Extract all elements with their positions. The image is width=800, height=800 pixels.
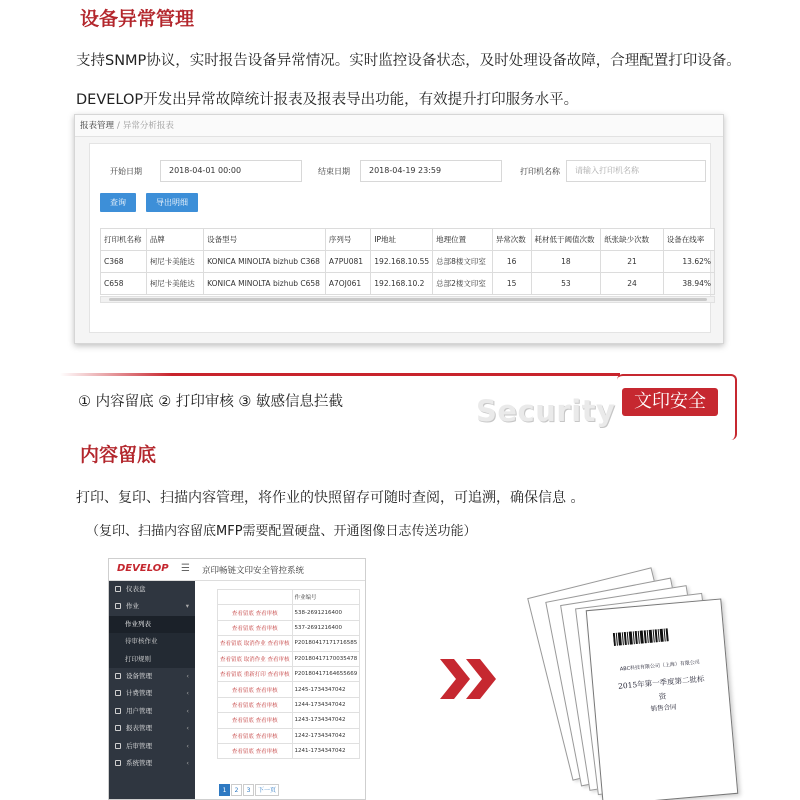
column-header[interactable]: 设备型号 [204, 229, 326, 251]
next-page-button[interactable]: 下一页 [255, 784, 279, 796]
section-title-device-exception: 设备异常管理 [80, 8, 195, 30]
system-icon [115, 760, 121, 766]
sidebar-item-label: 设备管理 [126, 671, 152, 680]
sidebar-subitem-job-list[interactable]: 作业列表 [109, 616, 195, 633]
chevron-left-icon: ‹ [186, 758, 189, 767]
sidebar-subitem-pending-jobs[interactable]: 待审核作业 [109, 633, 195, 650]
security-badge: 文印安全 [622, 388, 718, 416]
retention-note: （复印、扫描内容留底MFP需要配置硬盘、开通图像日志传送功能） [86, 524, 477, 539]
job-id: 537-2691216400 [292, 620, 360, 635]
column-header[interactable]: 作业编号 [292, 590, 360, 605]
security-watermark: Security [476, 394, 616, 428]
sidebar-item-jobs[interactable] [109, 598, 195, 615]
document-organization: ABC科技有限公司（上海）有限公司 [619, 659, 701, 673]
job-id: 538-2691216400 [292, 605, 360, 620]
sidebar-item-system[interactable] [109, 755, 195, 772]
table-cell: 15 [492, 273, 531, 295]
report-card [89, 143, 711, 333]
start-date-input[interactable]: 2018-04-01 00:00 [160, 160, 302, 182]
job-id: 1244-1734347042 [292, 697, 360, 712]
table-cell: A7PU081 [325, 251, 370, 273]
retention-paragraph: 打印、复印、扫描内容管理，将作业的快照留存可随时查阅，可追溯，确保信息 。 [76, 490, 585, 506]
job-actions[interactable]: 查看留底 查看审核 [218, 682, 293, 697]
table-cell: 53 [531, 273, 601, 295]
sidebar-item-label: 系统管理 [126, 758, 152, 767]
sidebar-item-users[interactable] [109, 703, 195, 720]
dashboard-icon [115, 586, 121, 592]
query-button[interactable]: 查询 [100, 193, 136, 212]
job-list-table [217, 589, 360, 759]
table-cell: KONICA MINOLTA bizhub C658 [204, 273, 326, 295]
job-actions[interactable]: 查看留底 查看审核 [218, 605, 293, 620]
chevron-left-icon: ‹ [186, 706, 189, 715]
sidebar-subitem-print-rules[interactable]: 打印规则 [109, 651, 195, 668]
job-actions[interactable]: 查看留底 重新打印 查看审核 [218, 666, 293, 681]
report-icon [115, 725, 121, 731]
horizontal-scrollbar[interactable] [100, 296, 715, 303]
column-header[interactable]: 地理位置 [433, 229, 493, 251]
table-cell: C658 [101, 273, 147, 295]
column-header[interactable]: 设备在线率 [663, 229, 714, 251]
sidebar [109, 581, 195, 800]
table-row [218, 620, 360, 635]
job-id: 1245-1734347042 [292, 682, 360, 697]
job-actions[interactable]: 查看留底 取消作业 查看审核 [218, 636, 293, 651]
audit-icon [115, 743, 121, 749]
hamburger-icon[interactable]: ☰ [181, 563, 190, 574]
table-row [218, 651, 360, 666]
table-cell: 21 [601, 251, 664, 273]
sidebar-item-label: 报表管理 [126, 724, 152, 733]
scrollbar-thumb[interactable] [109, 298, 707, 301]
chevron-left-icon: ‹ [186, 724, 189, 733]
table-cell: 柯尼卡美能达 [146, 273, 203, 295]
sidebar-item-dashboard[interactable] [109, 581, 195, 598]
table-row [218, 636, 360, 651]
contract-document [586, 598, 739, 800]
column-header[interactable]: 耗材低于阈值次数 [531, 229, 601, 251]
table-row [101, 251, 715, 273]
table-cell: 18 [531, 251, 601, 273]
table-row [218, 605, 360, 620]
column-header[interactable]: IP地址 [371, 229, 433, 251]
job-id: 1242-1734347042 [292, 728, 360, 743]
table-cell: 24 [601, 273, 664, 295]
sidebar-item-label: 计费管理 [126, 689, 152, 698]
table-cell: 38.94% [663, 273, 714, 295]
job-icon [115, 603, 121, 609]
table-cell: 16 [492, 251, 531, 273]
sidebar-item-audit[interactable] [109, 738, 195, 755]
end-date-label: 结束日期 [318, 167, 350, 176]
column-header[interactable]: 序列号 [325, 229, 370, 251]
breadcrumb [75, 115, 723, 137]
intro-paragraph-report: DEVELOP开发出异常故障统计报表及报表导出功能，有效提升打印服务水平。 [76, 92, 579, 108]
page-3-button[interactable]: 3 [243, 784, 254, 796]
table-row [218, 713, 360, 728]
feature-list: ① 内容留底 ② 打印审核 ③ 敏感信息拦截 [78, 394, 344, 410]
sidebar-item-reports[interactable] [109, 720, 195, 737]
job-id: P20180417170035478 [292, 651, 360, 666]
chevron-left-icon: ‹ [186, 671, 189, 680]
chevron-left-icon: ‹ [186, 741, 189, 750]
divider-stripe [60, 373, 620, 376]
table-cell: 柯尼卡美能达 [146, 251, 203, 273]
sidebar-item-devices[interactable] [109, 668, 195, 685]
column-header [218, 590, 293, 605]
exception-table [100, 228, 715, 295]
table-row [218, 666, 360, 681]
table-cell: 总部2楼文印室 [433, 273, 493, 295]
job-id: 1241-1734347042 [292, 743, 360, 758]
page-1-button[interactable]: 1 [219, 784, 230, 796]
table-cell: 13.62% [663, 251, 714, 273]
job-actions[interactable]: 查看留底 查看审核 [218, 697, 293, 712]
document-title-line2: 资 [658, 691, 667, 702]
job-actions[interactable]: 查看留底 查看审核 [218, 728, 293, 743]
table-row [218, 743, 360, 758]
start-date-label: 开始日期 [110, 167, 142, 176]
job-id: P20180417164655669 [292, 666, 360, 681]
document-title-line1: 2015年第一季度第二批标 [617, 674, 705, 691]
sidebar-item-billing[interactable] [109, 685, 195, 702]
table-cell: KONICA MINOLTA bizhub C368 [204, 251, 326, 273]
security-system-screenshot [108, 558, 366, 800]
sidebar-item-label: 用户管理 [126, 706, 152, 715]
column-header[interactable]: 异常次数 [492, 229, 531, 251]
table-cell: A7OJ061 [325, 273, 370, 295]
sidebar-item-label: 后审管理 [126, 741, 152, 750]
end-date-input[interactable]: 2018-04-19 23:59 [360, 160, 502, 182]
chevron-left-icon: ‹ [186, 689, 189, 698]
table-cell: 192.168.10.2 [371, 273, 433, 295]
job-actions[interactable]: 查看留底 查看审核 [218, 743, 293, 758]
column-header[interactable]: 打印机名称 [101, 229, 147, 251]
table-header-row [101, 229, 715, 251]
document-title-line3: 销售合同 [650, 702, 677, 714]
billing-icon [115, 690, 121, 696]
job-table-header [218, 590, 360, 605]
breadcrumb-separator: / [117, 121, 120, 131]
job-id: 1243-1734347042 [292, 713, 360, 728]
printer-name-input[interactable]: 请输入打印机名称 [566, 160, 706, 182]
table-cell: 总部8楼文印室 [433, 251, 493, 273]
sidebar-item-label: 作业 [126, 602, 139, 611]
table-row [218, 682, 360, 697]
job-id: P20180417171716585 [292, 636, 360, 651]
pagination [219, 784, 280, 796]
table-row [218, 697, 360, 712]
breadcrumb-current: 异常分析报表 [122, 121, 174, 131]
export-button[interactable]: 导出明细 [146, 193, 198, 212]
table-row [218, 728, 360, 743]
section-title-content-retention: 内容留底 [80, 444, 157, 466]
user-icon [115, 708, 121, 714]
double-chevron-right-icon [440, 655, 502, 703]
table-cell: 192.168.10.55 [371, 251, 433, 273]
app-header [109, 559, 365, 581]
exception-report-panel [74, 114, 724, 344]
table-cell: C368 [101, 251, 147, 273]
job-actions[interactable]: 查看留底 查看审核 [218, 713, 293, 728]
intro-paragraph-snmp: 支持SNMP协议，实时报告设备异常情况。实时监控设备状态，及时处理设备故障，合理配置打印设备。 [76, 53, 741, 69]
device-icon [115, 673, 121, 679]
job-actions[interactable]: 查看留底 查看审核 [218, 620, 293, 635]
job-actions[interactable]: 查看留底 取消作业 查看审核 [218, 651, 293, 666]
printer-name-label: 打印机名称 [520, 167, 560, 176]
develop-logo: DEVELOP [117, 563, 169, 574]
column-header[interactable]: 品牌 [146, 229, 203, 251]
app-title: 京印畅链文印安全管控系统 [202, 566, 305, 576]
page-2-button[interactable]: 2 [231, 784, 242, 796]
table-row [101, 273, 715, 295]
breadcrumb-root[interactable]: 报表管理 [80, 121, 115, 131]
column-header[interactable]: 纸张缺少次数 [601, 229, 664, 251]
barcode-icon [613, 628, 670, 649]
sidebar-item-label: 仪表盘 [126, 585, 146, 593]
chevron-down-icon: ▾ [185, 602, 189, 611]
